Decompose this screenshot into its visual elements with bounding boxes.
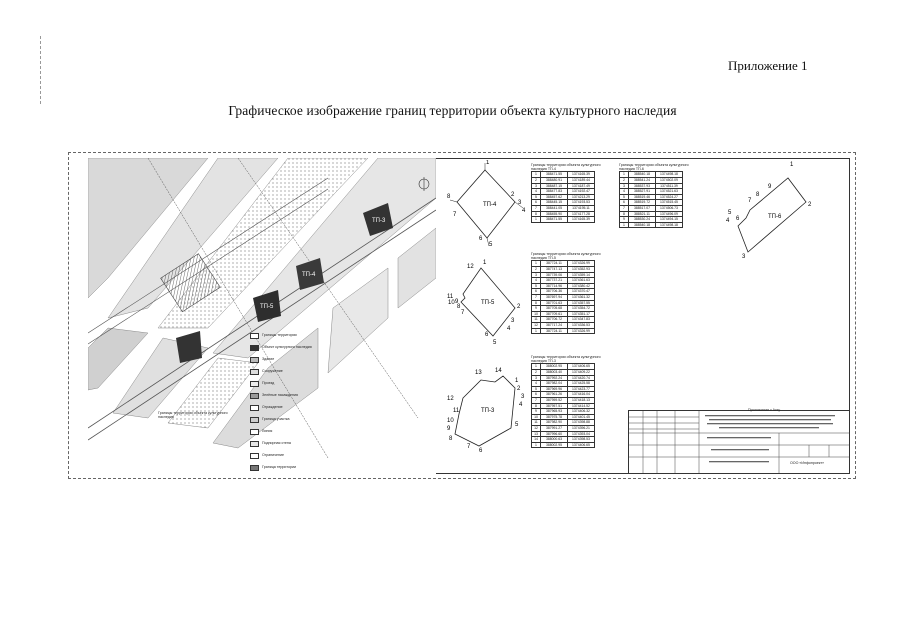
coord-x-cell: 388521.11 — [629, 211, 656, 217]
coord-x-cell: 388519.46 — [629, 194, 656, 200]
point-label: 12 — [467, 264, 474, 270]
point-label: 2 — [808, 202, 812, 208]
point-label: 10 — [448, 300, 455, 306]
table-caption: Границы территории объекта культурного наследия ТП-3 — [531, 355, 601, 364]
coord-x-cell: 387969.96 — [541, 386, 568, 392]
coord-y-cell: 1374401.45 — [568, 414, 595, 420]
coord-y-cell: 1374409.22 — [568, 370, 595, 376]
point-label: 14 — [495, 368, 502, 374]
coord-y-cell: 1374398.88 — [568, 420, 595, 426]
coord-y-cell: 1374406.65 — [568, 442, 595, 448]
point-label: 5 — [493, 340, 497, 346]
boundary-scheme-tp4 — [445, 160, 530, 250]
coord-x-cell: 388455.90 — [541, 211, 568, 217]
coord-y-cell: 1374351.17 — [568, 311, 595, 317]
legend-swatch — [250, 417, 259, 423]
table-caption: Границы территории объекта культурного наследия ТП-5 — [531, 252, 601, 261]
point-label: 11 — [447, 294, 454, 300]
coord-y-cell: 1374398.53 — [568, 437, 595, 443]
table-row — [532, 442, 595, 448]
coord-x-cell: 387982.04 — [541, 381, 568, 387]
point-number-cell: 9 — [532, 409, 541, 415]
point-number-cell: 9 — [532, 306, 541, 312]
coord-x-cell: 388537.93 — [629, 183, 656, 189]
scheme-label: ТП-4 — [483, 202, 497, 208]
coord-x-cell: 388441.05 — [541, 205, 568, 211]
coord-x-cell: 387957.51 — [541, 403, 568, 409]
coord-y-cell: 1374361.32 — [568, 294, 595, 300]
legend-label: Границы территории — [262, 333, 297, 338]
coord-y-cell: 1374326.99 — [568, 328, 595, 334]
legend-item — [250, 330, 350, 342]
point-number-cell: 10 — [532, 311, 541, 317]
coords-table — [531, 363, 595, 448]
coord-y-cell: 1374336.53 — [568, 322, 595, 328]
coord-y-cell: 1374352.93 — [568, 267, 595, 273]
boundary-scheme-tp3 — [445, 362, 530, 454]
legend-item — [250, 342, 350, 354]
coord-x-cell: 387705.68 — [541, 306, 568, 312]
coord-x-cell: 387706.72 — [541, 317, 568, 323]
coord-x-cell: 387975.78 — [541, 414, 568, 420]
coord-y-cell: 1374498.18 — [656, 222, 683, 228]
point-label: 4 — [519, 402, 523, 408]
point-number-cell: 3 — [532, 272, 541, 278]
point-label: 2 — [517, 304, 521, 310]
point-number-cell: 13 — [532, 431, 541, 437]
point-label: 3 — [518, 200, 522, 206]
binding-margin-line — [40, 36, 42, 104]
coords-table — [531, 171, 595, 222]
point-number-cell: 6 — [620, 200, 629, 206]
coord-x-cell: 388527.91 — [629, 189, 656, 195]
coord-x-cell: 388471.55 — [541, 172, 568, 178]
coord-x-cell: 387996.60 — [541, 431, 568, 437]
coord-x-cell: 388002.95 — [541, 364, 568, 370]
point-label: 3 — [521, 394, 525, 400]
point-number-cell: 11 — [532, 420, 541, 426]
point-number-cell: 1 — [532, 261, 541, 267]
point-number-cell: 1 — [532, 172, 541, 178]
scheme-label: ТП-6 — [768, 214, 782, 220]
point-number-cell: 10 — [532, 414, 541, 420]
point-label: 9 — [768, 184, 772, 190]
legend-swatch — [250, 405, 259, 411]
point-number-cell: 8 — [620, 211, 629, 217]
coords-table — [619, 171, 683, 228]
coord-y-cell: 1374177.28 — [568, 211, 595, 217]
legend-item — [250, 366, 350, 378]
point-number-cell: 2 — [532, 267, 541, 273]
point-number-cell: 7 — [532, 205, 541, 211]
point-label: 4 — [522, 208, 526, 214]
coord-x-cell: 388540.18 — [629, 222, 656, 228]
plan-legend — [250, 330, 350, 474]
coord-x-cell: 388517.07 — [629, 205, 656, 211]
coord-y-cell: 1374498.18 — [656, 172, 683, 178]
coord-y-cell: 1374524.27 — [656, 194, 683, 200]
coord-x-cell: 387737.21 — [541, 278, 568, 284]
point-number-cell: 6 — [532, 200, 541, 206]
appendix-label: Приложение 1 — [728, 58, 808, 73]
point-number-cell: 8 — [532, 403, 541, 409]
point-label: 1 — [790, 162, 794, 168]
table-row — [532, 217, 595, 223]
coord-y-cell: 1374496.09 — [656, 211, 683, 217]
coord-y-cell: 1374511.39 — [656, 183, 683, 189]
coord-x-cell: 387747.13 — [541, 267, 568, 273]
coord-y-cell: 1374406.65 — [568, 364, 595, 370]
point-number-cell: 11 — [532, 317, 541, 323]
point-number-cell: 5 — [532, 194, 541, 200]
coord-y-cell: 1374416.04 — [568, 392, 595, 398]
boundary-scheme-tp5 — [445, 258, 530, 348]
legend-label: Граница территории — [262, 465, 297, 470]
legend-label: Зелёные насаждения — [262, 393, 298, 398]
coord-x-cell: 387724.11 — [541, 328, 568, 334]
point-number-cell: 6 — [532, 392, 541, 398]
point-number-cell: 8 — [532, 211, 541, 217]
point-label: 6 — [479, 448, 483, 454]
point-number-cell: 14 — [532, 437, 541, 443]
coord-y-cell: 1374420.74 — [568, 375, 595, 381]
scheme-label: ТП-5 — [481, 300, 495, 306]
point-number-cell: 7 — [532, 294, 541, 300]
legend-label: Проезд — [262, 381, 275, 386]
legend-swatch — [250, 333, 259, 339]
point-number-cell: 7 — [620, 205, 629, 211]
legend-label: Граница участка — [262, 417, 290, 422]
coord-x-cell: 387961.26 — [541, 392, 568, 398]
point-label: 8 — [447, 194, 451, 200]
legend-swatch — [250, 357, 259, 363]
scheme-drawing — [445, 258, 530, 348]
legend-item — [250, 414, 350, 426]
point-label: 6 — [736, 216, 740, 222]
point-number-cell: 1 — [532, 217, 541, 223]
point-label: 4 — [507, 326, 511, 332]
point-label: 4 — [726, 218, 730, 224]
coord-x-cell: 388480.91 — [541, 178, 568, 184]
point-number-cell: 9 — [620, 217, 629, 223]
page-title: Графическое изображение границ территории объекта культурного наследия — [228, 103, 677, 118]
point-number-cell: 2 — [532, 178, 541, 184]
point-number-cell: 5 — [620, 194, 629, 200]
point-number-cell: 2 — [620, 178, 629, 184]
point-label: 7 — [453, 212, 457, 218]
coord-y-cell: 1374393.04 — [568, 431, 595, 437]
coord-x-cell: 387739.06 — [541, 272, 568, 278]
legend-label: Подпорная стена — [262, 441, 291, 446]
coord-x-cell: 387717.24 — [541, 322, 568, 328]
coord-y-cell: 1374165.39 — [568, 217, 595, 223]
coord-x-cell: 387701.63 — [541, 300, 568, 306]
legend-swatch — [250, 453, 259, 459]
coord-x-cell: 387991.27 — [541, 425, 568, 431]
coord-y-cell: 1374189.44 — [568, 178, 595, 184]
point-label: 1 — [486, 160, 490, 166]
coord-x-cell: 388519.72 — [629, 200, 656, 206]
legend-swatch — [250, 369, 259, 375]
point-number-cell: 3 — [532, 183, 541, 189]
legend-caption: Границы территории объекта культурного наследия — [158, 411, 228, 419]
scheme-drawing — [445, 362, 530, 454]
coord-y-cell: 1374423.77 — [568, 386, 595, 392]
point-label: 6 — [479, 236, 483, 242]
coord-x-cell: 387697.94 — [541, 294, 568, 300]
coord-y-cell: 1374192.47 — [568, 189, 595, 195]
legend-swatch — [250, 345, 259, 351]
coord-x-cell: 388003.40 — [541, 370, 568, 376]
legend-label: Ограничение — [262, 453, 284, 458]
point-label: 6 — [485, 332, 489, 338]
point-number-cell: 1 — [620, 172, 629, 178]
coord-x-cell: 387709.61 — [541, 311, 568, 317]
coord-x-cell: 388002.95 — [541, 442, 568, 448]
coord-x-cell: 388540.18 — [629, 172, 656, 178]
legend-item — [250, 378, 350, 390]
coord-y-cell: 1374414.52 — [568, 403, 595, 409]
point-number-cell: 1 — [532, 328, 541, 334]
legend-label: Ограждение — [262, 405, 283, 410]
point-label: 3 — [742, 254, 746, 260]
legend-item — [250, 390, 350, 402]
legend-label: Сооружение — [262, 369, 283, 374]
point-number-cell: 8 — [532, 300, 541, 306]
table-row — [532, 328, 595, 334]
point-number-cell: 3 — [620, 183, 629, 189]
coord-x-cell: 387714.96 — [541, 283, 568, 289]
coord-y-cell: 1374347.83 — [568, 317, 595, 323]
coord-x-cell: 388445.15 — [541, 200, 568, 206]
point-number-cell: 4 — [532, 381, 541, 387]
coord-x-cell: 387706.36 — [541, 289, 568, 295]
point-label: 5 — [728, 210, 732, 216]
legend-swatch — [250, 441, 259, 447]
coord-x-cell: 387959.52 — [541, 397, 568, 403]
coord-y-cell: 1374195.11 — [568, 205, 595, 211]
legend-label: Здание — [262, 357, 275, 362]
scheme-drawing — [445, 160, 530, 250]
legend-item — [250, 450, 350, 462]
point-label: 8 — [457, 304, 461, 310]
coord-y-cell: 1374494.15 — [656, 217, 683, 223]
coords-table-tp6 — [619, 163, 699, 228]
coord-y-cell: 1374506.73 — [656, 205, 683, 211]
point-number-cell: 5 — [532, 283, 541, 289]
point-label: 2 — [511, 192, 515, 198]
legend-swatch — [250, 393, 259, 399]
coord-y-cell: 1374406.32 — [568, 409, 595, 415]
coord-y-cell: 1374370.47 — [568, 289, 595, 295]
coord-x-cell: 387965.93 — [541, 409, 568, 415]
coords-table-tp4 — [531, 163, 611, 223]
coord-y-cell: 1374418.13 — [568, 397, 595, 403]
coord-x-cell: 388000.63 — [541, 437, 568, 443]
coord-y-cell: 1374521.63 — [656, 189, 683, 195]
object-label-tp5: ТП-5 — [260, 304, 274, 310]
coord-y-cell: 1374187.49 — [568, 183, 595, 189]
coord-y-cell: 1374193.53 — [568, 200, 595, 206]
legend-swatch — [250, 429, 259, 435]
table-caption: Границы территории объекта культурного наследия ТП-4 — [531, 163, 601, 172]
point-label: 11 — [453, 408, 460, 414]
stamp-organization: ООО «Инфопроект» — [790, 461, 825, 465]
coords-table-tp5 — [531, 252, 611, 334]
point-label: 8 — [449, 436, 453, 442]
coord-y-cell: 1374380.42 — [568, 283, 595, 289]
coord-x-cell: 388487.15 — [541, 183, 568, 189]
coord-x-cell: 388457.62 — [541, 194, 568, 200]
point-number-cell: 3 — [532, 375, 541, 381]
point-label: 5 — [489, 242, 493, 248]
point-number-cell: 4 — [620, 189, 629, 195]
point-label: 10 — [447, 418, 454, 424]
point-label: 9 — [455, 299, 459, 305]
coord-y-cell: 1374361.63 — [568, 278, 595, 284]
legend-item — [250, 462, 350, 474]
point-label: 12 — [447, 396, 454, 402]
coord-y-cell: 1374359.14 — [568, 272, 595, 278]
point-label: 5 — [515, 422, 519, 428]
coords-table-tp3 — [531, 355, 611, 448]
point-number-cell: 4 — [532, 189, 541, 195]
coord-x-cell: 387992.24 — [541, 375, 568, 381]
point-number-cell: 7 — [532, 397, 541, 403]
coord-y-cell: 1374425.58 — [568, 381, 595, 387]
point-number-cell: 1 — [532, 442, 541, 448]
coord-x-cell: 388541.24 — [629, 178, 656, 184]
point-label: 3 — [511, 318, 515, 324]
point-label: 7 — [748, 198, 752, 204]
point-number-cell: 12 — [532, 322, 541, 328]
coord-x-cell: 388530.24 — [629, 217, 656, 223]
legend-item — [250, 354, 350, 366]
object-label-tp3: ТП-3 — [372, 218, 386, 224]
coord-x-cell: 388471.55 — [541, 217, 568, 223]
point-number-cell: 6 — [532, 289, 541, 295]
point-number-cell: 2 — [532, 370, 541, 376]
legend-swatch — [250, 381, 259, 387]
coord-y-cell: 1374357.55 — [568, 300, 595, 306]
coord-x-cell: 387982.90 — [541, 420, 568, 426]
stamp-heading: Приложение к Акту — [748, 408, 781, 412]
legend-swatch — [250, 465, 259, 471]
point-label: 1 — [515, 378, 519, 384]
legend-label: Объект культурного наследия — [262, 345, 312, 350]
coord-y-cell: 1374515.45 — [656, 200, 683, 206]
table-caption: Границы территории объекта культурного наследия ТП-6 — [619, 163, 689, 172]
coord-x-cell: 388477.83 — [541, 189, 568, 195]
coords-table — [531, 260, 595, 334]
point-label: 9 — [447, 426, 451, 432]
point-number-cell: 4 — [532, 278, 541, 284]
point-label: 7 — [461, 310, 465, 316]
coord-y-cell: 1374165.39 — [568, 172, 595, 178]
legend-item — [250, 438, 350, 450]
point-label: 1 — [483, 260, 487, 266]
point-label: 2 — [517, 386, 521, 392]
point-number-cell: 12 — [532, 425, 541, 431]
coord-y-cell: 1374396.21 — [568, 425, 595, 431]
scheme-label: ТП-3 — [481, 408, 495, 414]
legend-label: Линия — [262, 429, 273, 434]
point-label: 7 — [467, 444, 471, 450]
scheme-drawing — [720, 160, 820, 260]
point-number-cell: 5 — [532, 386, 541, 392]
point-label: 8 — [756, 192, 760, 198]
boundary-scheme-tp6 — [720, 160, 820, 260]
legend-item — [250, 426, 350, 438]
coord-y-cell: 1374502.09 — [656, 178, 683, 184]
legend-item — [250, 402, 350, 414]
coord-y-cell: 1374213.29 — [568, 194, 595, 200]
coord-x-cell: 387724.11 — [541, 261, 568, 267]
object-label-tp4: ТП-4 — [302, 272, 316, 278]
table-row — [620, 222, 683, 228]
coord-y-cell: 1374326.99 — [568, 261, 595, 267]
coord-y-cell: 1374354.72 — [568, 306, 595, 312]
point-number-cell: 1 — [620, 222, 629, 228]
point-number-cell: 1 — [532, 364, 541, 370]
point-label: 13 — [475, 370, 482, 376]
